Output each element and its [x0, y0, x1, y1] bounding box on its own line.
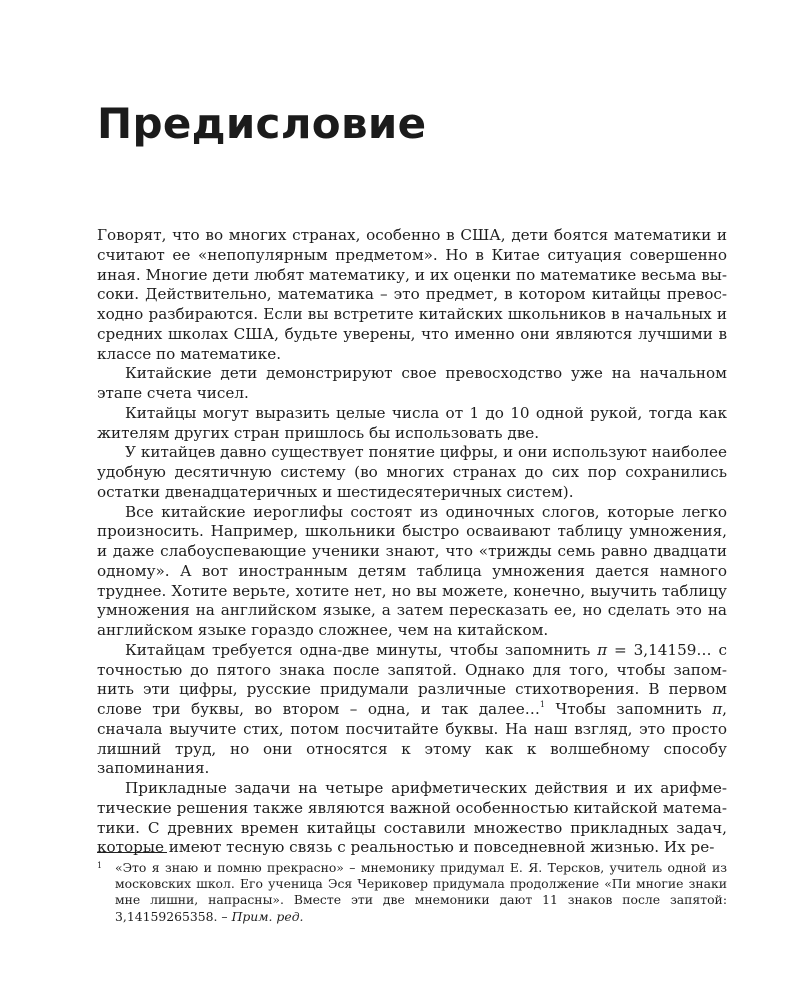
editor-note: Прим. ред. [231, 908, 304, 924]
pi-text-1: Китайцам требуется одна-две минуты, чтобы запомнить [125, 640, 598, 659]
pi-symbol: π [597, 640, 608, 659]
paragraph-pi [97, 641, 727, 779]
paragraph-2: Китайские дети демонстрируют свое превосходство уже на начальном этапе счета чисел. [97, 364, 727, 402]
paragraph-5: Все китайские иероглифы состоят из одиночных слогов, которые легко произносить. Например, школьники быстро осваивают таблицу умножения, и даже слабоуспевающие ученики знают, что «трижды семь равно двадцати одному». А вот иностранным детям таблица умножения дается намного труднее. Хотите верьте, хотите нет, но вы можете, конечно, выучить таблицу умножения на английском языке, а затем пересказать ее, но сделать это на английском языке гораздо сложнее, чем на китайском. [97, 502, 727, 639]
chapter-heading: Предисловие [97, 99, 427, 148]
paragraph-4: У китайцев давно существует понятие цифры, и они используют наиболее удобную десятичную систему (во многих странах до сих пор сохранились остатки двенадцатеричных и шестидесятеричных систем). [97, 443, 727, 501]
paragraph-1: Говорят, что во многих странах, особенно в США, дети боятся математики и считают ее «непопулярным предметом». Но в Китае ситуация совершенно иная. Многие дети любят математику, и их оценки по математике весьма высоки. Действительно, математика – это предмет, в котором китайцы превосходно разбираются. Если вы встретите китайских школьников в начальных и средних школах США, будьте уверены, что именно они являются лучшими в классе по математике. [97, 226, 727, 363]
footnote-divider [97, 852, 167, 853]
paragraph-last: Прикладные задачи на четыре арифметических действия и их арифметические решения также являются важной особенностью китайской математики. С древних времен китайцы составили множество прикладных задач, которые имеют тесную связь с реальностью и повседневной жизнью. Их ре- [97, 779, 727, 857]
pi-text-2: = 3,14159… с точностью до пятого знака после запятой. Однако для того, чтобы запомнить эти цифры, русские придумали различные стихотворения. В первом слове три буквы, во втором – одна, и так далее… [97, 640, 727, 718]
footnote-mark: 1 [97, 861, 103, 870]
footnote-reference[interactable]: 1 [539, 700, 546, 709]
footnote-text: «Это я знаю и помню прекрасно» – мнемонику придумал Е. Я. Терсков, учитель одной из московских школ. Его ученица Эся Чериковер придумала продолжение «Пи многие знаки мне лишни, напрасны». Вместе эти две мнемоники дают 11 знаков после запятой: 3,14159265358. – [115, 860, 727, 924]
body-text [97, 226, 727, 858]
pi-text-3: Чтобы запомнить [545, 700, 713, 718]
footnote-body [115, 860, 727, 925]
pi-symbol-2: π [712, 700, 723, 718]
paragraph-3: Китайцы могут выразить целые числа от 1 до 10 одной рукой, тогда как жителям других стран пришлось бы использовать две. [97, 403, 727, 442]
footnote [97, 860, 727, 925]
pi-text-4: , сначала выучите стих, потом посчитайте буквы. На наш взгляд, это просто лишний труд, но они относятся к этому как к волшебному способу запоминания. [97, 700, 727, 778]
